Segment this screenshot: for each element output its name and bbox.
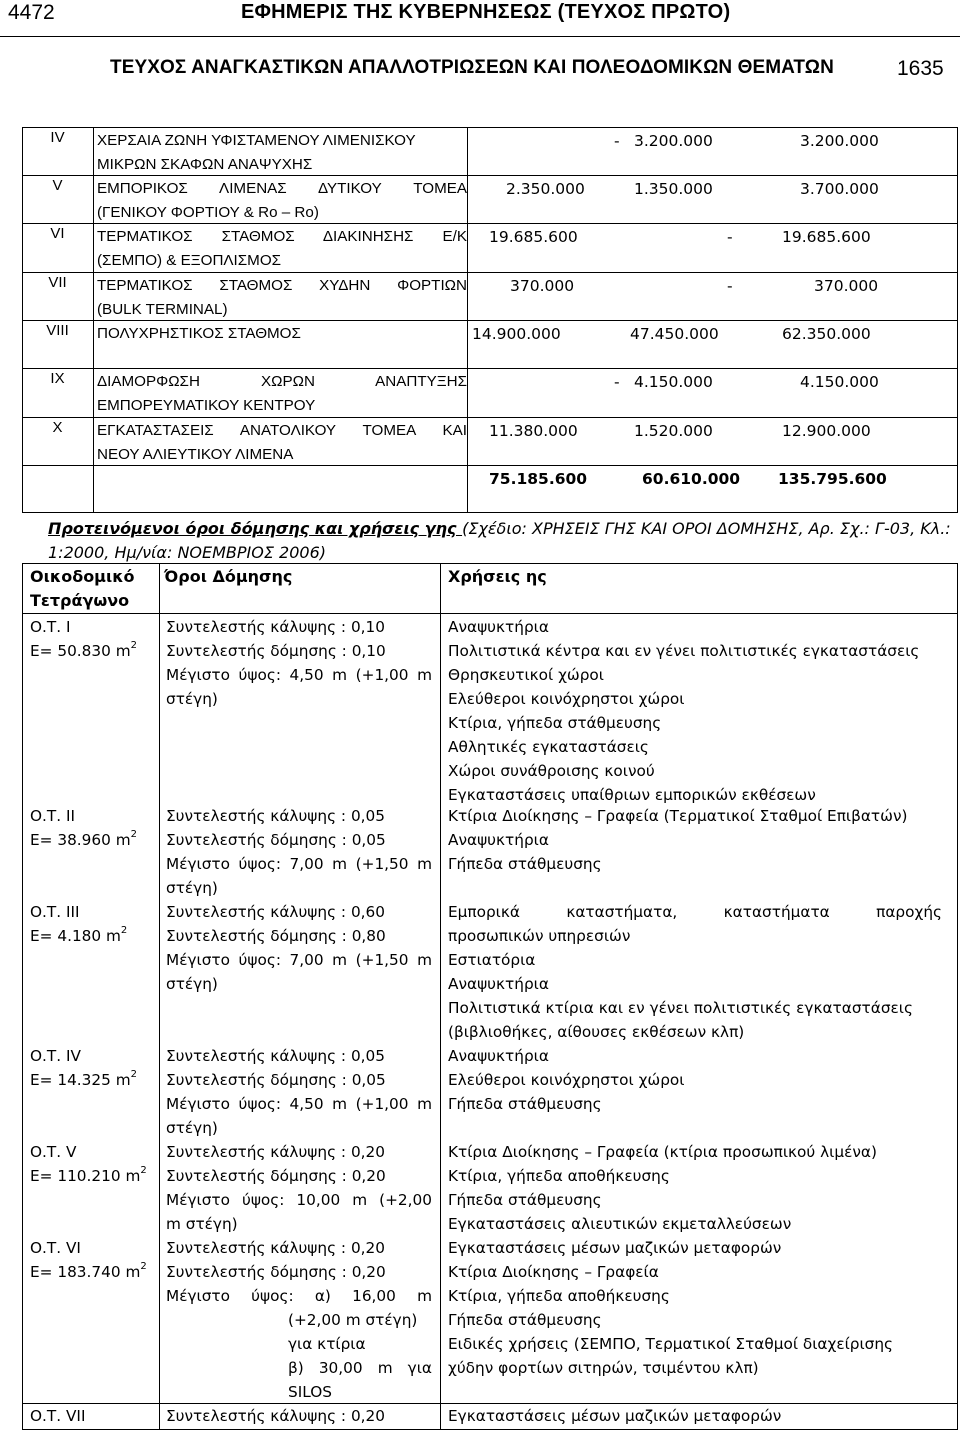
amount-a: - <box>614 132 620 150</box>
amount-a: 370.000 <box>510 277 575 295</box>
row-number: V <box>52 177 63 194</box>
land-uses: Εγκαταστάσεις μέσων μαζικών μεταφορών Κτίρια Διοίκησης – Γραφεία Κτίρια, γήπεδα αποθήκευσης Γήπεδα στάθμευσης Ειδικές χρήσεις (ΣΕΜΠΟ, Τερματικοί Σταθμοί διαχείρισης χύδην φορτίων σιτηρών, τσιμέντου κλπ) <box>448 1239 894 1377</box>
building-terms: Συντελεστής κάλυψης : 0,05 Συντελεστής δόμησης : 0,05 Μέγιστο ύψος: 7,00 m (+1,50 m στέγη) <box>166 807 432 897</box>
building-terms: Συντελεστής κάλυψης : 0,20 Συντελεστής δόμησης : 0,20 Μέγιστο ύψος: α) 16,00 m (+2,00 m στέγη) για κτίρια β) 30,00 m για SILOS <box>166 1239 432 1401</box>
block-id: Ο.Τ. ΙΙΙ Ε= 4.180 $m^2$ <box>30 903 128 945</box>
amount-a: 14.900.000 <box>472 325 561 343</box>
building-terms: Συντελεστής κάλυψης : 0,20 Συντελεστής δόμησης : 0,20 Μέγιστο ύψος: 10,00 m (+2,00 m στέγη) <box>166 1143 432 1233</box>
zoning-table <box>22 563 958 1430</box>
row-number: VI <box>50 225 65 242</box>
row-description: ΕΜΠΟΡΙΚΟΣ ΛΙΜΕΝΑΣ ΔΥΤΙΚΟΥ ΤΟΜΕΑ (ΓΕΝΙΚΟΥ ΦΟΡΤΙΟΥ & Ro – Ro) <box>97 180 467 221</box>
table-border <box>440 563 441 1430</box>
block-id: Ο.Τ. Ι Ε= 50.830 $m^2$ <box>30 618 138 660</box>
header-rule <box>0 36 960 37</box>
building-terms: Συντελεστής κάλυψης : 0,10 Συντελεστής δόμησης : 0,10 Μέγιστο ύψος: 4,50 m (+1,00 m στέγη) <box>166 618 432 708</box>
amount-b: 4.150.000 <box>634 373 713 391</box>
amount-a: 19.685.600 <box>489 228 578 246</box>
amount-total: 3.700.000 <box>800 180 879 198</box>
table-border <box>22 512 958 513</box>
proposal-caption <box>48 517 951 565</box>
row-number: IX <box>50 370 65 387</box>
land-uses: Αναψυκτήρια Πολιτιστικά κέντρα και εν γένει πολιτιστικές εγκαταστάσεις Θρησκευτικοί χώροι Ελεύθεροι κοινόχρηστοι χώροι Κτίρια, γήπεδα στάθμευσης Αθλητικές εγκαταστάσεις Χώροι συνάθροισης κοινού Εγκαταστάσεις υπαίθριων εμπορικών εκθέσεων <box>448 618 920 804</box>
land-uses: Αναψυκτήρια Ελεύθεροι κοινόχρηστοι χώροι Γήπεδα στάθμευσης <box>448 1047 685 1113</box>
proposal-heading: Προτεινόμενοι όροι δόμησης και χρήσεις γης <box>48 519 463 538</box>
amount-total: 3.200.000 <box>800 132 879 150</box>
table-border <box>159 563 160 1430</box>
header-uses: Χρήσεις ης <box>448 567 547 586</box>
row-description: ΠΟΛΥΧΡΗΣΤΙΚΟΣ ΣΤΑΘΜΟΣ <box>97 325 301 342</box>
building-terms: Συντελεστής κάλυψης : 0,60 Συντελεστής δόμησης : 0,80 Μέγιστο ύψος: 7,00 m (+1,50 m στέγη) <box>166 903 432 993</box>
amount-total: 4.150.000 <box>800 373 879 391</box>
issue-page-number: 1635 <box>897 57 944 80</box>
block-id: Ο.Τ. VII <box>30 1407 86 1425</box>
row-number: X <box>52 419 63 436</box>
amount-b: - <box>727 228 733 246</box>
block-id: Ο.Τ. V Ε= 110.210 $m^2$ <box>30 1143 147 1185</box>
building-terms: Συντελεστής κάλυψης : 0,05 Συντελεστής δόμησης : 0,05 Μέγιστο ύψος: 4,50 m (+1,00 m στέγη) <box>166 1047 432 1137</box>
land-uses: Κτίρια Διοίκησης – Γραφεία (Τερματικοί Σταθμοί Επιβατών) Αναψυκτήρια Γήπεδα στάθμευσης <box>448 807 908 873</box>
row-description: ΤΕΡΜΑΤΙΚΟΣ ΣΤΑΘΜΟΣ ΧΥΔΗΝ ΦΟΡΤΙΩΝ (BULK TERMINAL) <box>97 277 467 318</box>
table-border <box>22 368 958 369</box>
amount-b: 3.200.000 <box>634 132 713 150</box>
row-description: ΕΓΚΑΤΑΣΤΑΣΕΙΣ ΑΝΑΤΟΛΙΚΟΥ ΤΟΜΕΑ ΚΑΙ ΝΕΟΥ ΑΛΙΕΥΤΙΚΟΥ ΛΙΜΕΝΑ <box>97 422 467 463</box>
total-a: 75.185.600 <box>489 470 588 488</box>
row-number: VIII <box>46 322 69 339</box>
proposal-note: (Σχέδιο: ΧΡΗΣΕΙΣ ΓΗΣ ΚΑΙ ΟΡΟΙ ΔΟΜΗΣΗΣ, Αρ. Σχ.: Γ-03, Κλ.: <box>462 519 951 538</box>
table-border <box>957 563 958 1430</box>
amount-a: - <box>614 373 620 391</box>
grand-total: 135.795.600 <box>778 470 887 488</box>
amount-a: 11.380.000 <box>489 422 578 440</box>
amount-b: 1.520.000 <box>634 422 713 440</box>
proposal-note-cont: 1:2000, Ημ/νία: ΝΟΕΜΒΡΙΟΣ 2006) <box>48 543 327 562</box>
table-border <box>22 563 23 1430</box>
land-uses: Εγκαταστάσεις μέσων μαζικών μεταφορών <box>448 1407 782 1425</box>
amount-total: 62.350.000 <box>782 325 871 343</box>
amount-total: 19.685.600 <box>782 228 871 246</box>
amount-b: 1.350.000 <box>634 180 713 198</box>
budget-table <box>22 127 958 512</box>
table-border <box>22 563 958 564</box>
block-id: Ο.Τ. ΙΙ Ε= 38.960 $m^2$ <box>30 807 138 849</box>
gazette-title: ΕΦΗΜΕΡΙΣ ΤΗΣ ΚΥΒΕΡΝΗΣΕΩΣ (ΤΕΥΧΟΣ ΠΡΩΤΟ) <box>241 1 731 23</box>
block-id: Ο.Τ. ΙV Ε= 14.325 $m^2$ <box>30 1047 138 1089</box>
table-border <box>22 613 958 614</box>
table-border <box>22 127 958 128</box>
amount-a: 2.350.000 <box>506 180 585 198</box>
block-id: Ο.Τ. VI Ε= 183.740 $m^2$ <box>30 1239 147 1281</box>
header-terms: Όροι Δόμησης <box>164 567 293 586</box>
row-description: ΧΕΡΣΑΙΑ ΖΩΝΗ ΥΦΙΣΤΑΜΕΝΟΥ ΛΙΜΕΝΙΣΚΟΥ ΜΙΚΡΩΝ ΣΚΑΦΩΝ ΑΝΑΨΥΧΗΣ <box>97 132 416 173</box>
land-uses: Εμπορικά καταστήματα, καταστήματα παροχής προσωπικών υπηρεσιών Εστιατόρια Αναψυκτήρια Πολιτιστικά κτίρια και εν γένει πολιτιστικές εγκαταστάσεις (βιβλιοθήκες, αίθουσες εκθέσεων κλπ) <box>448 903 942 1041</box>
amount-total: 12.900.000 <box>782 422 871 440</box>
building-terms: Συντελεστής κάλυψης : 0,20 <box>166 1407 386 1425</box>
amount-total: 370.000 <box>814 277 879 295</box>
row-description: ΤΕΡΜΑΤΙΚΟΣ ΣΤΑΘΜΟΣ ΔΙΑΚΙΝΗΣΗΣ Ε/Κ (ΣΕΜΠΟ) & ΕΞΟΠΛΙΣΜΟΣ <box>97 228 467 269</box>
row-description: ΔΙΑΜΟΡΦΩΣΗ ΧΩΡΩΝ ΑΝΑΠΤΥΞΗΣ ΕΜΠΟΡΕΥΜΑΤΙΚΟΥ ΚΕΝΤΡΟΥ <box>97 373 467 414</box>
amount-b: 47.450.000 <box>630 325 719 343</box>
page-number: 4472 <box>8 1 55 24</box>
issue-subtitle: ΤΕΥΧΟΣ ΑΝΑΓΚΑΣΤΙΚΩΝ ΑΠΑΛΛΟΤΡΙΩΣΕΩΝ ΚΑΙ ΠΟΛΕΟΔΟΜΙΚΩΝ ΘΕΜΑΤΩΝ <box>110 57 834 78</box>
total-b: 60.610.000 <box>642 470 741 488</box>
amount-b: - <box>727 277 733 295</box>
row-number: IV <box>50 129 65 146</box>
land-uses: Κτίρια Διοίκησης – Γραφεία (κτίρια προσωπικού λιμένα) Κτίρια, γήπεδα αποθήκευσης Γήπεδα στάθμευσης Εγκαταστάσεις αλιευτικών εκμεταλλεύσεων <box>448 1143 877 1233</box>
row-number: VII <box>48 274 67 291</box>
header-block: Οικοδομικό Τετράγωνο <box>30 567 135 610</box>
